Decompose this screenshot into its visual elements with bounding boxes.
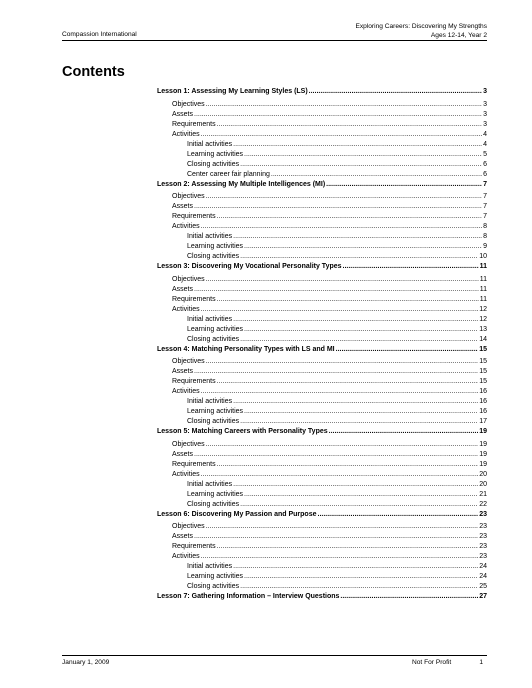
- toc-entry-label: Learning activities: [187, 150, 244, 158]
- toc-entry-label: Learning activities: [187, 243, 244, 250]
- toc-entry-label: Closing activities: [187, 583, 240, 590]
- toc-entry-page: 4: [483, 130, 487, 138]
- toc-subsection-entry[interactable]: [157, 170, 487, 180]
- toc-dot-leader: [194, 367, 478, 377]
- toc-dot-leader: [194, 450, 478, 460]
- toc-entry-label: Objectives: [172, 440, 205, 448]
- toc-entry-page: 10: [479, 253, 487, 260]
- toc-section-entry[interactable]: [157, 450, 487, 460]
- toc-entry-label: Objectives: [172, 275, 205, 283]
- toc-section-entry[interactable]: [157, 532, 487, 542]
- toc-entry-page: 3: [483, 120, 487, 128]
- toc-section-entry[interactable]: [157, 305, 487, 315]
- toc-entry-page: 3: [483, 110, 487, 118]
- toc-entry-label: Closing activities: [187, 418, 240, 425]
- toc-entry-page: 8: [483, 223, 487, 230]
- toc-entry-page: 27: [479, 593, 487, 600]
- toc-entry-label: Activities: [172, 130, 200, 138]
- toc-entry-page: 15: [479, 345, 487, 353]
- audience-label: Ages 12-14, Year 2: [430, 31, 487, 39]
- toc-entry-page: 13: [479, 325, 487, 333]
- toc-entry-page: 17: [479, 418, 487, 425]
- toc-lesson-entry[interactable]: [157, 87, 487, 98]
- toc-entry-label: Lesson 4: Matching Personality Types with LS and MI: [157, 345, 335, 353]
- toc-section-entry[interactable]: [157, 212, 487, 222]
- toc-entry-page: 24: [479, 563, 487, 570]
- toc-dot-leader: [201, 130, 482, 140]
- toc-entry-page: 16: [479, 398, 487, 405]
- toc-entry-page: 23: [479, 523, 487, 530]
- toc-subsection-entry[interactable]: [157, 582, 487, 592]
- toc-lesson-entry[interactable]: [157, 510, 487, 521]
- toc-dot-leader: [318, 510, 479, 521]
- toc-subsection-entry[interactable]: [157, 315, 487, 325]
- toc-entry-page: 11: [479, 275, 487, 283]
- toc-dot-leader: [233, 480, 478, 490]
- toc-subsection-entry[interactable]: [157, 242, 487, 252]
- toc-section-entry[interactable]: [157, 285, 487, 295]
- toc-dot-leader: [201, 552, 479, 562]
- toc-entry-page: 9: [483, 243, 487, 250]
- toc-entry-label: Lesson 5: Matching Careers with Personality Types: [157, 428, 328, 435]
- toc-entry-label: Lesson 3: Discovering My Vocational Personality Types: [157, 263, 342, 270]
- toc-dot-leader: [217, 295, 479, 305]
- toc-entry-label: Assets: [172, 533, 194, 540]
- toc-subsection-entry[interactable]: [157, 160, 487, 170]
- toc-entry-label: Closing activities: [187, 160, 240, 168]
- toc-entry-label: Center career fair planning: [187, 170, 270, 178]
- toc-entry-page: 3: [483, 100, 487, 108]
- toc-dot-leader: [233, 397, 478, 407]
- toc-dot-leader: [201, 222, 482, 232]
- toc-entry-page: 25: [479, 583, 487, 590]
- toc-entry-label: Assets: [172, 110, 194, 118]
- toc-lesson-entry[interactable]: [157, 180, 487, 191]
- toc-entry-label: Requirements: [172, 378, 216, 385]
- toc-section-entry[interactable]: [157, 387, 487, 397]
- page-header: [62, 23, 487, 41]
- toc-entry-label: Activities: [172, 388, 200, 395]
- toc-dot-leader: [244, 150, 482, 160]
- toc-entry-label: Objectives: [172, 523, 205, 530]
- toc-entry-page: 6: [483, 170, 487, 178]
- toc-dot-leader: [240, 500, 478, 510]
- toc-entry-page: 6: [483, 160, 487, 168]
- toc-subsection-entry[interactable]: [157, 140, 487, 150]
- toc-section-entry[interactable]: [157, 275, 487, 285]
- toc-entry-label: Lesson 1: Assessing My Learning Styles (LS): [157, 88, 308, 95]
- toc-dot-leader: [217, 460, 479, 470]
- toc-dot-leader: [194, 110, 482, 120]
- toc-section-entry[interactable]: [157, 192, 487, 202]
- toc-section-entry[interactable]: [157, 542, 487, 552]
- toc-dot-leader: [194, 202, 482, 212]
- toc-lesson-entry[interactable]: [157, 592, 487, 603]
- toc-dot-leader: [244, 242, 482, 252]
- toc-entry-page: 16: [479, 408, 487, 415]
- toc-entry-label: Lesson 6: Discovering My Passion and Purpose: [157, 510, 317, 518]
- footer-date: January 1, 2009: [62, 659, 110, 666]
- toc-subsection-entry[interactable]: [157, 335, 487, 345]
- toc-entry-page: 15: [479, 378, 487, 385]
- toc-entry-page: 15: [479, 358, 487, 365]
- toc-dot-leader: [201, 470, 479, 480]
- toc-dot-leader: [206, 522, 479, 532]
- toc-dot-leader: [240, 160, 482, 170]
- toc-dot-leader: [233, 232, 482, 242]
- toc-entry-page: 3: [483, 88, 487, 95]
- toc-dot-leader: [244, 325, 478, 335]
- footer-notice: Not For Profit: [412, 659, 452, 666]
- toc-entry-page: 19: [479, 450, 487, 458]
- toc-entry-page: 7: [483, 180, 487, 188]
- toc-entry-label: Closing activities: [187, 335, 240, 343]
- toc-entry-label: Closing activities: [187, 500, 240, 508]
- toc-entry-label: Learning activities: [187, 490, 244, 498]
- header-document-info: [355, 23, 487, 40]
- toc-entry-label: Closing activities: [187, 253, 240, 260]
- toc-dot-leader: [217, 212, 483, 222]
- footer-page-number: 1: [479, 659, 483, 666]
- toc-entry-label: Lesson 7: Gathering Information – Interview Questions: [157, 593, 340, 600]
- toc-dot-leader: [244, 490, 478, 500]
- toc-entry-page: 7: [483, 213, 487, 220]
- toc-section-entry[interactable]: [157, 357, 487, 367]
- toc-dot-leader: [343, 262, 479, 273]
- toc-section-entry[interactable]: [157, 377, 487, 387]
- toc-dot-leader: [217, 542, 479, 552]
- toc-dot-leader: [194, 532, 478, 542]
- toc-section-entry[interactable]: [157, 440, 487, 450]
- toc-dot-leader: [309, 87, 482, 98]
- toc-section-entry[interactable]: [157, 110, 487, 120]
- toc-entry-label: Requirements: [172, 213, 216, 220]
- toc-dot-leader: [336, 345, 479, 356]
- toc-entry-page: 23: [479, 510, 487, 518]
- toc-entry-label: Initial activities: [187, 233, 233, 240]
- toc-entry-page: 4: [483, 140, 487, 148]
- toc-lesson-entry[interactable]: [157, 427, 487, 438]
- toc-subsection-entry[interactable]: [157, 562, 487, 572]
- toc-entry-label: Learning activities: [187, 325, 244, 333]
- toc-entry-page: 23: [479, 543, 487, 550]
- toc-entry-label: Assets: [172, 450, 194, 458]
- toc-dot-leader: [217, 120, 483, 130]
- toc-dot-leader: [206, 100, 482, 110]
- toc-dot-leader: [340, 592, 478, 603]
- toc-entry-page: 11: [479, 295, 487, 303]
- toc-section-entry[interactable]: [157, 522, 487, 532]
- toc-dot-leader: [233, 562, 478, 572]
- toc-dot-leader: [244, 572, 478, 582]
- toc-lesson-entry[interactable]: [157, 262, 487, 273]
- toc-dot-leader: [271, 170, 482, 180]
- toc-dot-leader: [326, 180, 482, 191]
- toc-dot-leader: [206, 192, 482, 202]
- toc-dot-leader: [233, 315, 478, 325]
- toc-entry-page: 12: [479, 315, 487, 323]
- toc-dot-leader: [201, 387, 479, 397]
- toc-subsection-entry[interactable]: [157, 397, 487, 407]
- toc-entry-label: Initial activities: [187, 480, 233, 488]
- toc-dot-leader: [240, 417, 478, 427]
- toc-entry-page: 14: [479, 335, 487, 343]
- toc-entry-label: Assets: [172, 368, 194, 375]
- toc-dot-leader: [240, 335, 478, 345]
- toc-entry-page: 22: [479, 500, 487, 508]
- page-footer: [62, 655, 487, 666]
- toc-entry-page: 16: [479, 388, 487, 395]
- toc-subsection-entry[interactable]: [157, 325, 487, 335]
- toc-dot-leader: [233, 140, 482, 150]
- toc-section-entry[interactable]: [157, 367, 487, 377]
- toc-section-entry[interactable]: [157, 130, 487, 140]
- toc-section-entry[interactable]: [157, 295, 487, 305]
- toc-subsection-entry[interactable]: [157, 150, 487, 160]
- toc-entry-page: 20: [479, 480, 487, 488]
- toc-entry-label: Requirements: [172, 295, 216, 303]
- toc-entry-page: 21: [479, 490, 487, 498]
- toc-dot-leader: [206, 275, 479, 285]
- toc-entry-page: 15: [479, 368, 487, 375]
- toc-subsection-entry[interactable]: [157, 500, 487, 510]
- toc-entry-label: Initial activities: [187, 140, 233, 148]
- toc-subsection-entry[interactable]: [157, 252, 487, 262]
- toc-entry-label: Assets: [172, 285, 194, 293]
- table-of-contents: [157, 87, 487, 603]
- toc-entry-label: Objectives: [172, 193, 205, 200]
- toc-dot-leader: [240, 582, 478, 592]
- toc-entry-page: 19: [479, 460, 487, 468]
- toc-entry-page: 23: [479, 533, 487, 540]
- toc-entry-label: Requirements: [172, 120, 216, 128]
- toc-entry-label: Assets: [172, 203, 194, 210]
- toc-entry-page: 20: [479, 470, 487, 478]
- toc-entry-page: 12: [479, 305, 487, 313]
- toc-entry-label: Activities: [172, 223, 200, 230]
- toc-entry-page: 7: [483, 193, 487, 200]
- toc-dot-leader: [206, 440, 479, 450]
- page-title: Contents: [62, 64, 125, 80]
- toc-entry-page: 11: [479, 263, 487, 270]
- toc-entry-page: 23: [479, 553, 487, 560]
- toc-entry-label: Objectives: [172, 100, 205, 108]
- toc-entry-page: 8: [483, 233, 487, 240]
- toc-entry-label: Objectives: [172, 358, 205, 365]
- toc-subsection-entry[interactable]: [157, 417, 487, 427]
- toc-entry-page: 24: [479, 573, 487, 580]
- toc-section-entry[interactable]: [157, 470, 487, 480]
- toc-subsection-entry[interactable]: [157, 490, 487, 500]
- toc-dot-leader: [201, 305, 479, 315]
- organization-name: Compassion International: [62, 30, 137, 38]
- toc-dot-leader: [244, 407, 478, 417]
- toc-entry-label: Requirements: [172, 543, 216, 550]
- header-rule: [62, 40, 487, 41]
- toc-entry-label: Learning activities: [187, 573, 244, 580]
- toc-section-entry[interactable]: [157, 120, 487, 130]
- toc-entry-label: Lesson 2: Assessing My Multiple Intelligences (MI): [157, 180, 326, 188]
- document-title: Exploring Careers: Discovering My Strengths: [355, 23, 487, 30]
- toc-entry-label: Activities: [172, 305, 200, 313]
- toc-entry-label: Initial activities: [187, 398, 233, 405]
- toc-entry-page: 7: [483, 203, 487, 210]
- toc-subsection-entry[interactable]: [157, 232, 487, 242]
- toc-section-entry[interactable]: [157, 222, 487, 232]
- toc-entry-label: Activities: [172, 470, 200, 478]
- toc-entry-label: Requirements: [172, 460, 216, 468]
- toc-section-entry[interactable]: [157, 100, 487, 110]
- toc-entry-page: 5: [483, 150, 487, 158]
- toc-subsection-entry[interactable]: [157, 407, 487, 417]
- toc-entry-label: Activities: [172, 553, 200, 560]
- toc-section-entry[interactable]: [157, 460, 487, 470]
- toc-dot-leader: [206, 357, 479, 367]
- toc-entry-page: 11: [479, 285, 487, 293]
- toc-entry-page: 19: [479, 440, 487, 448]
- toc-subsection-entry[interactable]: [157, 572, 487, 582]
- toc-entry-label: Initial activities: [187, 315, 233, 323]
- toc-section-entry[interactable]: [157, 202, 487, 212]
- toc-entry-page: 19: [479, 428, 487, 435]
- toc-entry-label: Initial activities: [187, 563, 233, 570]
- toc-subsection-entry[interactable]: [157, 480, 487, 490]
- toc-dot-leader: [240, 252, 478, 262]
- toc-dot-leader: [329, 427, 479, 438]
- toc-lesson-entry[interactable]: [157, 345, 487, 356]
- toc-section-entry[interactable]: [157, 552, 487, 562]
- toc-entry-label: Learning activities: [187, 408, 244, 415]
- toc-dot-leader: [217, 377, 479, 387]
- toc-dot-leader: [194, 285, 479, 295]
